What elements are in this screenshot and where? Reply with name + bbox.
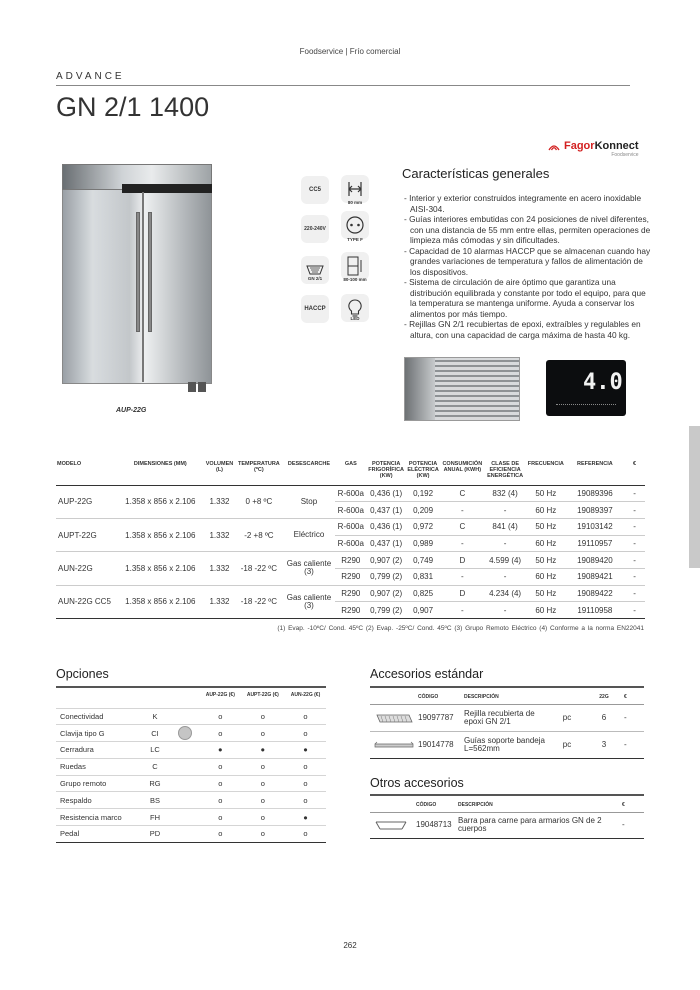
option-name: Conectividad xyxy=(56,708,140,725)
other-accessory-code: 19048713 xyxy=(416,812,458,838)
spec-cell-reference: 19110957 xyxy=(566,535,624,552)
brand-name: FagorKonnect xyxy=(564,140,639,152)
spec-cell-efficiency-class: C xyxy=(440,485,484,502)
accessory-desc: Rejilla recubierta de epoxi GN 2/1 xyxy=(464,704,550,731)
spec-cell-electric-power: 0,825 xyxy=(406,585,441,602)
spec-cell-defrost: Gas caliente (3) xyxy=(283,585,335,618)
table-notes: (1) Evap. -10ºC/ Cond. 45ºC (2) Evap. -25ºC/ Cond. 45ºC (3) Grupo Remoto Eléctrico (4) Conforme a la norma EN22041 xyxy=(277,625,644,632)
spec-cell-volume: 1.332 xyxy=(204,552,235,585)
spec-cell-dims: 1.358 x 856 x 2.106 xyxy=(117,518,205,551)
spec-cell-cooling-power: 0,436 (1) xyxy=(367,518,406,535)
accessories-table xyxy=(370,690,644,759)
col-header: POTENCIA FRIGORÍFICA (KW) xyxy=(367,461,406,485)
spec-cell-annual-consumption: 4.599 (4) xyxy=(484,552,526,569)
spec-table xyxy=(56,461,645,619)
option-code: RG xyxy=(140,775,170,792)
wifi-wave-icon xyxy=(547,140,561,152)
spec-cell-volume: 1.332 xyxy=(204,518,235,551)
accessory-desc: Guías soporte bandeja L=562mm xyxy=(464,731,550,758)
accessory-row xyxy=(370,731,644,758)
col-header: GAS xyxy=(335,461,367,485)
option-availability: ● xyxy=(285,809,326,826)
col-header: POTENCIA ELÉCTRICA (KW) xyxy=(406,461,441,485)
other-acc-col-header: CÓDIGO xyxy=(416,798,458,812)
option-row xyxy=(56,809,326,826)
spec-cell-cooling-power: 0,437 (1) xyxy=(367,502,406,519)
option-row xyxy=(56,725,326,742)
option-row xyxy=(56,775,326,792)
col-header: DESESCARCHE xyxy=(283,461,335,485)
accessory-qty: 3 xyxy=(584,731,624,758)
acc-col-header: 22G xyxy=(584,690,624,704)
cc5-icon: CC5 xyxy=(301,176,329,204)
option-image xyxy=(170,725,200,742)
spec-cell-cooling-power: 0,799 (2) xyxy=(367,568,406,585)
acc-col-header: CÓDIGO xyxy=(418,690,464,704)
voltage-icon: 220-240V xyxy=(301,215,329,243)
option-availability: o xyxy=(285,792,326,809)
spec-cell-efficiency-class: D xyxy=(440,552,484,569)
option-code: CI xyxy=(140,725,170,742)
product-image xyxy=(56,164,216,392)
spec-cell-gas: R-600a xyxy=(335,502,367,519)
spec-cell-price: - xyxy=(624,585,645,602)
accessory-code: 19014778 xyxy=(418,731,464,758)
gn-tray-label: GN 2/1 xyxy=(307,276,323,281)
shelf-distance-icon xyxy=(341,252,369,280)
spec-cell-cooling-power: 0,437 (1) xyxy=(367,535,406,552)
plug-type-f-label: TYPE F xyxy=(347,237,363,242)
spec-cell-reference: 19103142 xyxy=(566,518,624,535)
col-header: CLASE DE EFICIENCIA ENERGÉTICA xyxy=(484,461,526,485)
spec-cell-model: AUN-22G xyxy=(56,552,117,585)
col-header: REFERENCIA xyxy=(566,461,624,485)
page-number: 262 xyxy=(343,941,357,950)
spec-cell-cooling-power: 0,436 (1) xyxy=(367,485,406,502)
spec-row xyxy=(56,485,645,502)
spec-cell-model: AUP-22G xyxy=(56,485,117,518)
option-availability: o xyxy=(200,758,241,775)
option-availability: o xyxy=(200,826,241,843)
option-availability: o xyxy=(200,708,241,725)
spec-cell-defrost: Eléctrico xyxy=(283,518,335,551)
options-table xyxy=(56,692,326,843)
display-temperature: 4.0 xyxy=(583,370,623,395)
control-display-photo xyxy=(546,360,626,416)
option-availability: ● xyxy=(241,742,285,759)
accessory-price: - xyxy=(624,704,644,731)
options-divider xyxy=(56,686,326,688)
spec-row xyxy=(56,552,645,569)
spec-cell-dims: 1.358 x 856 x 2.106 xyxy=(117,485,205,518)
other-accessories-title: Otros accesorios xyxy=(370,776,464,790)
accessory-unit: pc xyxy=(550,731,584,758)
option-row xyxy=(56,708,326,725)
option-availability: o xyxy=(241,826,285,843)
accessory-image xyxy=(370,731,418,758)
spec-cell-electric-power: 0,192 xyxy=(406,485,441,502)
spec-cell-temperature: -18 -22 ºC xyxy=(235,552,283,585)
spec-cell-reference: 19089420 xyxy=(566,552,624,569)
shelf-distance-label: 80-100 mm xyxy=(343,277,367,282)
option-name: Respaldo xyxy=(56,792,140,809)
col-header: VOLUMEN (L) xyxy=(204,461,235,485)
spec-cell-annual-consumption: - xyxy=(484,568,526,585)
led-label: LED xyxy=(350,316,360,321)
accessories-divider xyxy=(370,686,644,688)
col-header: TEMPERATURA (ºC) xyxy=(235,461,283,485)
spec-cell-electric-power: 0,209 xyxy=(406,502,441,519)
haccp-icon: HACCP xyxy=(301,295,329,323)
spec-cell-frequency: 50 Hz xyxy=(526,585,566,602)
option-row xyxy=(56,758,326,775)
spec-cell-price: - xyxy=(624,485,645,502)
accessory-row xyxy=(370,704,644,731)
spec-cell-gas: R-600a xyxy=(335,485,367,502)
spec-cell-annual-consumption: 832 (4) xyxy=(484,485,526,502)
options-title: Opciones xyxy=(56,667,109,681)
spec-cell-gas: R290 xyxy=(335,585,367,602)
option-name: Resistencia marco xyxy=(56,809,140,826)
spec-cell-frequency: 50 Hz xyxy=(526,485,566,502)
spec-cell-temperature: -18 -22 ºC xyxy=(235,585,283,618)
spec-cell-reference: 19089397 xyxy=(566,502,624,519)
option-availability: o xyxy=(285,826,326,843)
dimension-80mm-label: 80 mm xyxy=(347,200,363,205)
characteristic-item: - Rejillas GN 2/1 recubiertas de epoxi, extraíbles y regulables en altura, con una capacidad de carga máxima de hasta 40 kg. xyxy=(402,319,652,340)
spec-cell-annual-consumption: - xyxy=(484,535,526,552)
spec-cell-reference: 19110958 xyxy=(566,602,624,619)
options-col-header: AUN-22G (€) xyxy=(290,692,321,698)
accessory-price: - xyxy=(624,731,644,758)
option-availability: o xyxy=(200,809,241,826)
dimension-80mm-icon xyxy=(341,175,369,203)
option-availability: o xyxy=(200,775,241,792)
spec-cell-defrost: Stop xyxy=(283,485,335,518)
spec-cell-gas: R-600a xyxy=(335,535,367,552)
spec-cell-model: AUPT-22G xyxy=(56,518,117,551)
spec-cell-price: - xyxy=(624,568,645,585)
spec-cell-efficiency-class: - xyxy=(440,535,484,552)
spec-cell-annual-consumption: - xyxy=(484,602,526,619)
col-header: CONSUMICIÓN ANUAL (KWH) xyxy=(440,461,484,485)
brand-sub: Foodservice xyxy=(611,152,639,158)
spec-cell-model: AUN-22G CC5 xyxy=(56,585,117,618)
option-name: Ruedas xyxy=(56,758,140,775)
option-availability: o xyxy=(200,792,241,809)
option-availability: o xyxy=(200,725,241,742)
other-accessory-price: - xyxy=(622,812,644,838)
col-header: € xyxy=(624,461,645,485)
accessory-code: 19097787 xyxy=(418,704,464,731)
option-image xyxy=(170,826,200,843)
spec-cell-frequency: 60 Hz xyxy=(526,568,566,585)
spec-cell-reference: 19089421 xyxy=(566,568,624,585)
other-acc-col-header: DESCRIPCIÓN xyxy=(458,798,622,812)
option-code: BS xyxy=(140,792,170,809)
option-code: PD xyxy=(140,826,170,843)
spec-cell-efficiency-class: - xyxy=(440,568,484,585)
product-caption: AUP-22G xyxy=(116,407,147,414)
spec-cell-volume: 1.332 xyxy=(204,485,235,518)
title-divider xyxy=(56,85,630,86)
spec-cell-electric-power: 0,989 xyxy=(406,535,441,552)
interior-shelf-photo xyxy=(404,357,520,421)
spec-cell-price: - xyxy=(624,502,645,519)
spec-cell-annual-consumption: - xyxy=(484,502,526,519)
spec-cell-frequency: 60 Hz xyxy=(526,602,566,619)
series-label: ADVANCE xyxy=(56,71,125,82)
spec-cell-reference: 19089422 xyxy=(566,585,624,602)
spec-cell-temperature: -2 +8 ºC xyxy=(235,518,283,551)
accessory-qty: 6 xyxy=(584,704,624,731)
spec-cell-electric-power: 0,907 xyxy=(406,602,441,619)
option-image xyxy=(170,742,200,759)
spec-cell-frequency: 50 Hz xyxy=(526,518,566,535)
option-row xyxy=(56,742,326,759)
spec-cell-cooling-power: 0,907 (2) xyxy=(367,585,406,602)
spec-row xyxy=(56,585,645,602)
option-image xyxy=(170,792,200,809)
spec-cell-volume: 1.332 xyxy=(204,585,235,618)
option-code: K xyxy=(140,708,170,725)
option-availability: o xyxy=(241,792,285,809)
options-col-header: AUPT-22G (€) xyxy=(246,692,279,698)
page-title: GN 2/1 1400 xyxy=(56,92,210,122)
option-code: C xyxy=(140,758,170,775)
spec-cell-frequency: 60 Hz xyxy=(526,535,566,552)
accessory-image xyxy=(370,704,418,731)
spec-cell-efficiency-class: C xyxy=(440,518,484,535)
plug-g-icon xyxy=(178,726,192,740)
spec-cell-efficiency-class: - xyxy=(440,502,484,519)
spec-cell-dims: 1.358 x 856 x 2.106 xyxy=(117,585,205,618)
spec-cell-electric-power: 0,972 xyxy=(406,518,441,535)
characteristic-item: - Capacidad de 10 alarmas HACCP que se almacenan cuando hay grandes variaciones de temperatura y fallos de alimentación de los dispositivos. xyxy=(402,246,652,278)
plug-type-f-icon xyxy=(341,211,369,239)
other-accessories-divider xyxy=(370,794,644,796)
options-col-header: AUP-22G (€) xyxy=(205,692,235,698)
option-row xyxy=(56,826,326,843)
spec-cell-dims: 1.358 x 856 x 2.106 xyxy=(117,552,205,585)
spec-cell-gas: R290 xyxy=(335,552,367,569)
characteristic-item: - Sistema de circulación de aire óptimo que garantiza una distribución equilibrada y constante por todo el equipo, para que la temperatura se mantenga uniforme. Ayuda a conservar los alimentos por más tiempo. xyxy=(402,277,652,319)
spec-cell-temperature: 0 +8 ºC xyxy=(235,485,283,518)
col-header: DIMENSIONES (MM) xyxy=(117,461,205,485)
option-availability: ● xyxy=(200,742,241,759)
section-tab-marker xyxy=(689,426,700,568)
option-availability: ● xyxy=(285,742,326,759)
col-header: MODELO xyxy=(56,461,117,485)
spec-cell-gas: R-600a xyxy=(335,518,367,535)
other-accessory-image xyxy=(370,812,416,838)
spec-cell-frequency: 60 Hz xyxy=(526,502,566,519)
col-header: FRECUENCIA xyxy=(526,461,566,485)
spec-cell-price: - xyxy=(624,535,645,552)
option-image xyxy=(170,809,200,826)
option-availability: o xyxy=(241,758,285,775)
spec-cell-cooling-power: 0,799 (2) xyxy=(367,602,406,619)
option-row xyxy=(56,792,326,809)
option-name: Cerradura xyxy=(56,742,140,759)
spec-cell-defrost: Gas caliente (3) xyxy=(283,552,335,585)
option-code: LC xyxy=(140,742,170,759)
accessories-title: Accesorios estándar xyxy=(370,667,484,681)
option-image xyxy=(170,708,200,725)
option-name: Grupo remoto xyxy=(56,775,140,792)
spec-cell-electric-power: 0,749 xyxy=(406,552,441,569)
spec-row xyxy=(56,518,645,535)
option-name: Pedal xyxy=(56,826,140,843)
option-availability: o xyxy=(285,725,326,742)
other-accessories-table xyxy=(370,798,644,839)
option-availability: o xyxy=(285,758,326,775)
option-name: Clavija tipo G xyxy=(56,725,140,742)
characteristic-item: - Interior y exterior construidos integramente en acero inoxidable AISI-304. xyxy=(402,193,652,214)
spec-cell-price: - xyxy=(624,602,645,619)
spec-cell-annual-consumption: 4.234 (4) xyxy=(484,585,526,602)
characteristic-item: - Guías interiores embutidas con 24 posiciones de nivel diferentes, con una distancia de 55 mm entre ellas, permiten operaciones de limpieza más cómodas y sin dificultades. xyxy=(402,214,652,246)
accessory-unit: pc xyxy=(550,704,584,731)
spec-cell-efficiency-class: - xyxy=(440,602,484,619)
spec-cell-price: - xyxy=(624,518,645,535)
other-acc-col-header: € xyxy=(622,798,644,812)
spec-cell-gas: R290 xyxy=(335,602,367,619)
spec-cell-annual-consumption: 841 (4) xyxy=(484,518,526,535)
option-availability: o xyxy=(241,809,285,826)
spec-cell-reference: 19089396 xyxy=(566,485,624,502)
option-availability: o xyxy=(241,775,285,792)
option-code: FH xyxy=(140,809,170,826)
spec-cell-efficiency-class: D xyxy=(440,585,484,602)
spec-cell-cooling-power: 0,907 (2) xyxy=(367,552,406,569)
brand-logo xyxy=(547,140,639,158)
other-accessory-desc: Barra para carne para armarios GN de 2 cuerpos xyxy=(458,812,622,838)
spec-cell-gas: R290 xyxy=(335,568,367,585)
characteristics-title: Características generales xyxy=(402,166,550,181)
acc-col-header: € xyxy=(624,690,644,704)
spec-cell-electric-power: 0,831 xyxy=(406,568,441,585)
other-accessory-row xyxy=(370,812,644,838)
option-availability: o xyxy=(285,708,326,725)
spec-cell-price: - xyxy=(624,552,645,569)
spec-cell-frequency: 50 Hz xyxy=(526,552,566,569)
option-availability: o xyxy=(241,725,285,742)
option-availability: o xyxy=(285,775,326,792)
characteristics-list xyxy=(402,193,652,340)
option-image xyxy=(170,758,200,775)
category-label: Foodservice | Frío comercial xyxy=(299,47,401,56)
option-image xyxy=(170,775,200,792)
acc-col-header: DESCRIPCIÓN xyxy=(464,690,550,704)
option-availability: o xyxy=(241,708,285,725)
